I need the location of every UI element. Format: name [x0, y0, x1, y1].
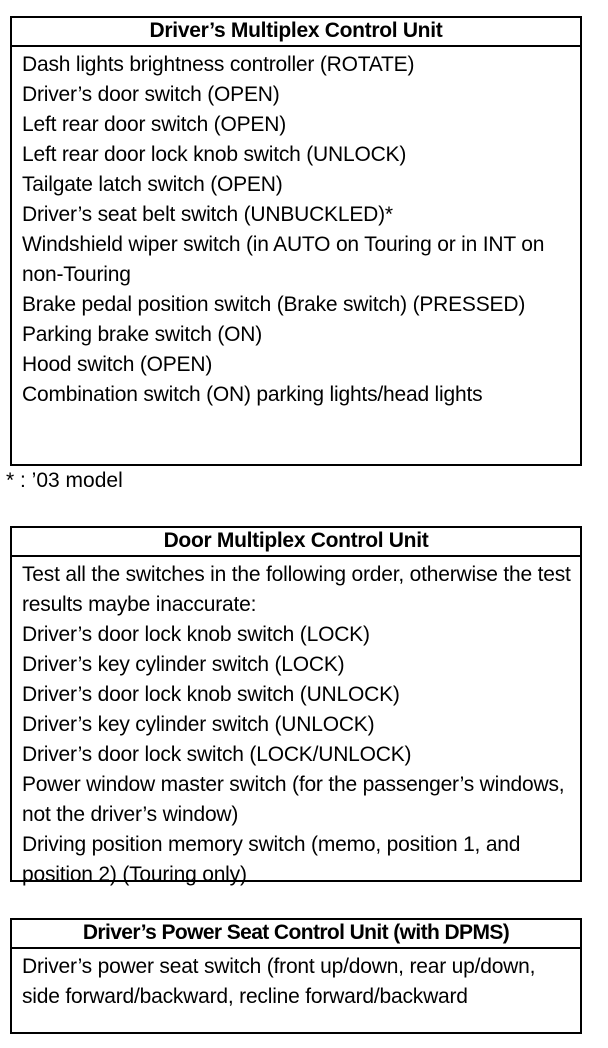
table-title: Door Multiplex Control Unit	[12, 528, 580, 557]
list-item: Driving position memory switch (memo, position 1, and position 2) (Touring only)	[22, 833, 521, 886]
list-item: Driver’s key cylinder switch (LOCK)	[22, 653, 345, 676]
list-item: Driver’s door lock knob switch (LOCK)	[22, 623, 370, 646]
table-title: Driver’s Power Seat Control Unit (with DPMS)	[12, 920, 580, 949]
list-item: Driver’s door lock switch (LOCK/UNLOCK)	[22, 743, 412, 766]
list-item: Hood switch (OPEN)	[22, 353, 213, 376]
list-item: Driver’s door lock knob switch (UNLOCK)	[22, 683, 400, 706]
table-title: Driver’s Multiplex Control Unit	[12, 18, 580, 47]
driver-multiplex-control-unit-table	[10, 16, 582, 466]
list-item: Windshield wiper switch (in AUTO on Touring or in INT on non-Touring	[22, 233, 545, 286]
table-body	[12, 557, 580, 890]
table-body	[12, 47, 580, 410]
list-item: Combination switch (ON) parking lights/head lights	[22, 383, 483, 406]
door-multiplex-control-unit-table	[10, 526, 582, 886]
list-item: Tailgate latch switch (OPEN)	[22, 173, 283, 196]
list-item: Left rear door switch (OPEN)	[22, 113, 286, 136]
list-item: Brake pedal position switch (Brake switch) (PRESSED)	[22, 293, 526, 316]
list-item: Test all the switches in the following order, otherwise the test results maybe inaccurate:	[22, 563, 571, 616]
footnote: * : ’03 model	[6, 469, 123, 492]
list-item: Driver’s power seat switch (front up/down, rear up/down, side forward/backward, recline forward/backward	[22, 955, 536, 1008]
list-item: Parking brake switch (ON)	[22, 323, 263, 346]
list-item: Dash lights brightness controller (ROTATE)	[22, 53, 415, 76]
power-seat-control-unit-table	[10, 918, 582, 1034]
list-item: Driver’s key cylinder switch (UNLOCK)	[22, 713, 375, 736]
list-item: Driver’s seat belt switch (UNBUCKLED)*	[22, 203, 393, 226]
table-body	[12, 949, 580, 1012]
list-item: Power window master switch (for the passenger’s windows, not the driver’s window)	[22, 773, 565, 826]
list-item: Left rear door lock knob switch (UNLOCK)	[22, 143, 407, 166]
list-item: Driver’s door switch (OPEN)	[22, 83, 280, 106]
